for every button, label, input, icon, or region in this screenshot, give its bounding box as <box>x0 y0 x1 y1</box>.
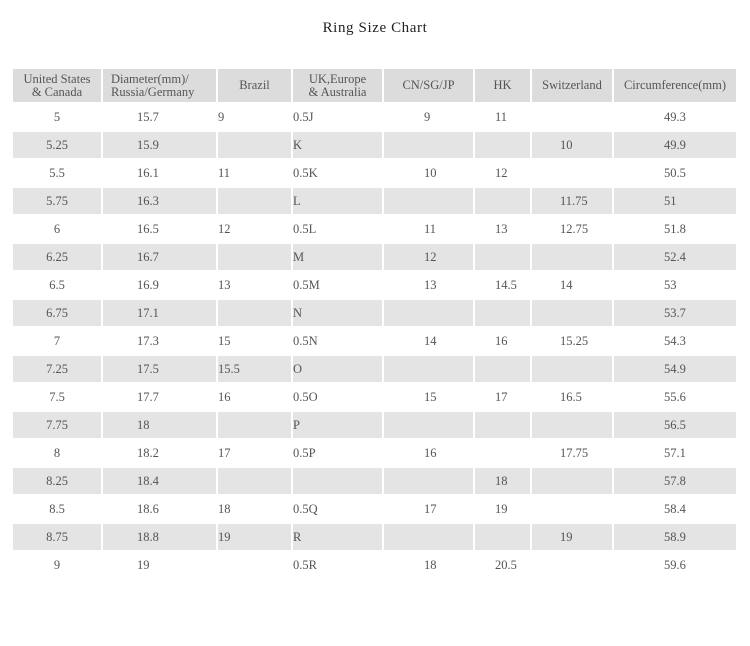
cell-us-canada: 6 <box>13 216 101 242</box>
cell-value: O <box>293 361 303 376</box>
cell-cn-sg-jp <box>384 384 473 410</box>
cell-circumference <box>614 272 736 298</box>
cell-value: 12.75 <box>560 221 589 236</box>
cell-value: 17 <box>495 389 508 404</box>
cell-switzerland <box>532 244 612 270</box>
cell-hk <box>475 188 530 214</box>
cell-brazil <box>218 524 291 550</box>
cell-uk-europe-australia <box>293 328 382 354</box>
cell-hk <box>475 160 530 186</box>
table-body <box>13 104 736 578</box>
cell-uk-europe-australia <box>293 160 382 186</box>
cell-value: 13 <box>424 277 437 292</box>
cell-switzerland <box>532 300 612 326</box>
cell-diameter <box>103 552 216 578</box>
cell-hk <box>475 104 530 130</box>
table-row <box>13 496 736 522</box>
cell-value: 53.7 <box>664 305 686 320</box>
header-diameter-line1: Diameter(mm)/ <box>111 71 189 86</box>
cell-value: 13 <box>218 277 231 292</box>
cell-uk-europe-australia <box>293 524 382 550</box>
cell-us-canada: 7 <box>13 328 101 354</box>
cell-value: 10 <box>560 137 573 152</box>
cell-hk <box>475 384 530 410</box>
cell-value: 19 <box>218 529 231 544</box>
cell-us-canada: 5 <box>13 104 101 130</box>
cell-diameter <box>103 328 216 354</box>
cell-circumference <box>614 384 736 410</box>
cell-brazil <box>218 328 291 354</box>
table-row <box>13 132 736 158</box>
cell-hk <box>475 412 530 438</box>
cell-hk <box>475 272 530 298</box>
cell-value: 56.5 <box>664 417 686 432</box>
cell-hk <box>475 216 530 242</box>
cell-hk <box>475 132 530 158</box>
cell-switzerland <box>532 412 612 438</box>
cell-hk <box>475 356 530 382</box>
cell-value: 16.3 <box>137 193 159 208</box>
cell-value: 50.5 <box>664 165 686 180</box>
table-row <box>13 524 736 550</box>
cell-circumference <box>614 328 736 354</box>
cell-switzerland <box>532 440 612 466</box>
cell-value: 17.7 <box>137 389 159 404</box>
cell-diameter <box>103 496 216 522</box>
cell-uk-europe-australia <box>293 216 382 242</box>
cell-value: 15.5 <box>218 361 240 376</box>
cell-circumference <box>614 216 736 242</box>
cell-brazil <box>218 440 291 466</box>
cell-uk-europe-australia <box>293 384 382 410</box>
cell-cn-sg-jp <box>384 552 473 578</box>
cell-us-canada: 6.5 <box>13 272 101 298</box>
cell-value: 14 <box>560 277 573 292</box>
cell-value: 58.9 <box>664 529 686 544</box>
header-circumference: Circumference(mm) <box>614 69 736 102</box>
cell-value: 17.1 <box>137 305 159 320</box>
cell-value: 53 <box>664 277 677 292</box>
cell-hk <box>475 440 530 466</box>
table-row <box>13 552 736 578</box>
cell-value: 16.5 <box>137 221 159 236</box>
cell-switzerland <box>532 468 612 494</box>
cell-value: 16 <box>495 333 508 348</box>
cell-us-canada: 5.25 <box>13 132 101 158</box>
cell-switzerland <box>532 496 612 522</box>
cell-brazil <box>218 244 291 270</box>
cell-value: R <box>293 529 302 544</box>
cell-us-canada: 7.5 <box>13 384 101 410</box>
cell-cn-sg-jp <box>384 188 473 214</box>
cell-value: 19 <box>560 529 573 544</box>
cell-value: 9 <box>218 109 225 124</box>
cell-cn-sg-jp <box>384 300 473 326</box>
cell-switzerland <box>532 104 612 130</box>
cell-hk <box>475 300 530 326</box>
cell-us-canada: 8 <box>13 440 101 466</box>
cell-value: 52.4 <box>664 249 686 264</box>
cell-value: 51.8 <box>664 221 686 236</box>
cell-hk <box>475 244 530 270</box>
cell-value: 15 <box>424 389 437 404</box>
table-row <box>13 328 736 354</box>
header-uk-europe-australia <box>293 69 382 102</box>
table-row <box>13 440 736 466</box>
header-diameter <box>103 69 216 102</box>
cell-value: 18.6 <box>137 501 159 516</box>
cell-value: 12 <box>495 165 508 180</box>
header-diameter-line2: Russia/Germany <box>111 84 195 99</box>
cell-cn-sg-jp <box>384 216 473 242</box>
cell-value: 17 <box>218 445 231 460</box>
cell-circumference <box>614 160 736 186</box>
cell-uk-europe-australia <box>293 440 382 466</box>
header-row <box>13 69 736 102</box>
cell-value: 19 <box>137 557 150 572</box>
cell-circumference <box>614 468 736 494</box>
cell-diameter <box>103 524 216 550</box>
cell-brazil <box>218 188 291 214</box>
cell-switzerland <box>532 384 612 410</box>
cell-brazil <box>218 104 291 130</box>
table-row <box>13 160 736 186</box>
table-row <box>13 188 736 214</box>
header-brazil: Brazil <box>218 69 291 102</box>
cell-circumference <box>614 412 736 438</box>
header-uk-line1: UK,Europe <box>308 71 367 86</box>
cell-us-canada: 8.25 <box>13 468 101 494</box>
cell-us-canada: 8.5 <box>13 496 101 522</box>
header-us-canada <box>13 69 101 102</box>
cell-value: N <box>293 305 303 320</box>
cell-value: 16.9 <box>137 277 159 292</box>
cell-value: 54.3 <box>664 333 686 348</box>
cell-brazil <box>218 160 291 186</box>
cell-value: 58.4 <box>664 501 686 516</box>
table-row <box>13 104 736 130</box>
cell-diameter <box>103 384 216 410</box>
cell-diameter <box>103 188 216 214</box>
cell-diameter <box>103 468 216 494</box>
cell-diameter <box>103 244 216 270</box>
cell-hk <box>475 328 530 354</box>
cell-value: 16 <box>218 389 231 404</box>
cell-value: 16.5 <box>560 389 582 404</box>
cell-value: M <box>293 249 305 264</box>
cell-value: 13 <box>495 221 508 236</box>
cell-uk-europe-australia <box>293 496 382 522</box>
cell-circumference <box>614 244 736 270</box>
cell-us-canada: 6.75 <box>13 300 101 326</box>
header-uk-line2: & Australia <box>308 84 367 99</box>
cell-value: 16.7 <box>137 249 159 264</box>
cell-value: 54.9 <box>664 361 686 376</box>
cell-us-canada: 6.25 <box>13 244 101 270</box>
cell-diameter <box>103 440 216 466</box>
cell-value: 18.4 <box>137 473 159 488</box>
cell-value: 11 <box>495 109 508 124</box>
cell-uk-europe-australia <box>293 132 382 158</box>
cell-cn-sg-jp <box>384 132 473 158</box>
cell-switzerland <box>532 524 612 550</box>
cell-switzerland <box>532 552 612 578</box>
cell-value: 0.5P <box>293 445 316 460</box>
cell-brazil <box>218 468 291 494</box>
cell-value: 0.5O <box>293 389 318 404</box>
cell-brazil <box>218 272 291 298</box>
cell-value: 18 <box>495 473 508 488</box>
cell-value: L <box>293 193 301 208</box>
cell-circumference <box>614 440 736 466</box>
cell-circumference <box>614 524 736 550</box>
cell-circumference <box>614 356 736 382</box>
cell-hk <box>475 524 530 550</box>
cell-value: 11 <box>424 221 437 236</box>
header-us-line2: & Canada <box>31 84 83 99</box>
cell-brazil <box>218 552 291 578</box>
cell-us-canada: 7.75 <box>13 412 101 438</box>
cell-diameter <box>103 412 216 438</box>
cell-hk <box>475 552 530 578</box>
cell-brazil <box>218 216 291 242</box>
cell-value: 10 <box>424 165 437 180</box>
cell-value: 55.6 <box>664 389 686 404</box>
cell-value: 15.25 <box>560 333 589 348</box>
cell-uk-europe-australia <box>293 300 382 326</box>
cell-brazil <box>218 132 291 158</box>
cell-us-canada: 7.25 <box>13 356 101 382</box>
header-hk: HK <box>475 69 530 102</box>
cell-value: 0.5R <box>293 557 317 572</box>
cell-circumference <box>614 104 736 130</box>
cell-value: 17.3 <box>137 333 159 348</box>
cell-uk-europe-australia <box>293 356 382 382</box>
cell-circumference <box>614 552 736 578</box>
cell-value: 15.9 <box>137 137 159 152</box>
cell-uk-europe-australia <box>293 272 382 298</box>
cell-diameter <box>103 104 216 130</box>
cell-diameter <box>103 132 216 158</box>
table-row <box>13 272 736 298</box>
cell-cn-sg-jp <box>384 496 473 522</box>
table-row <box>13 468 736 494</box>
cell-switzerland <box>532 188 612 214</box>
cell-value: 0.5M <box>293 277 320 292</box>
cell-value: 18.2 <box>137 445 159 460</box>
cell-value: 0.5N <box>293 333 318 348</box>
cell-cn-sg-jp <box>384 244 473 270</box>
cell-value: 0.5Q <box>293 501 318 516</box>
cell-diameter <box>103 356 216 382</box>
table-row <box>13 412 736 438</box>
cell-cn-sg-jp <box>384 468 473 494</box>
cell-value: 17.5 <box>137 361 159 376</box>
cell-diameter <box>103 300 216 326</box>
cell-cn-sg-jp <box>384 440 473 466</box>
cell-value: 9 <box>424 109 431 124</box>
cell-diameter <box>103 272 216 298</box>
cell-value: 15.7 <box>137 109 159 124</box>
cell-value: 12 <box>218 221 231 236</box>
cell-value: P <box>293 417 300 432</box>
cell-switzerland <box>532 216 612 242</box>
cell-value: 17.75 <box>560 445 589 460</box>
cell-value: 51 <box>664 193 677 208</box>
table-row <box>13 384 736 410</box>
cell-us-canada: 5.75 <box>13 188 101 214</box>
cell-uk-europe-australia <box>293 552 382 578</box>
cell-value: 11.75 <box>560 193 588 208</box>
cell-hk <box>475 468 530 494</box>
cell-circumference <box>614 188 736 214</box>
table-row <box>13 244 736 270</box>
cell-cn-sg-jp <box>384 524 473 550</box>
ring-size-table <box>11 67 738 580</box>
header-switzerland: Switzerland <box>532 69 612 102</box>
cell-switzerland <box>532 356 612 382</box>
cell-diameter <box>103 160 216 186</box>
cell-hk <box>475 496 530 522</box>
cell-value: 49.3 <box>664 109 686 124</box>
cell-value: 0.5J <box>293 109 314 124</box>
cell-us-canada: 8.75 <box>13 524 101 550</box>
header-cn-sg-jp: CN/SG/JP <box>384 69 473 102</box>
cell-cn-sg-jp <box>384 160 473 186</box>
cell-uk-europe-australia <box>293 188 382 214</box>
table-row <box>13 300 736 326</box>
cell-uk-europe-australia <box>293 104 382 130</box>
cell-value: 59.6 <box>664 557 686 572</box>
cell-uk-europe-australia <box>293 412 382 438</box>
cell-circumference <box>614 300 736 326</box>
cell-circumference <box>614 132 736 158</box>
cell-cn-sg-jp <box>384 412 473 438</box>
cell-diameter <box>103 216 216 242</box>
cell-value: 0.5L <box>293 221 317 236</box>
cell-brazil <box>218 384 291 410</box>
cell-brazil <box>218 496 291 522</box>
cell-value: 19 <box>495 501 508 516</box>
cell-value: 17 <box>424 501 437 516</box>
cell-uk-europe-australia <box>293 468 382 494</box>
cell-switzerland <box>532 160 612 186</box>
cell-circumference <box>614 496 736 522</box>
cell-brazil <box>218 356 291 382</box>
cell-value: 57.1 <box>664 445 686 460</box>
header-us-line1: United States <box>23 71 91 86</box>
cell-value: 18 <box>218 501 231 516</box>
page-title: Ring Size Chart <box>322 20 428 36</box>
cell-value: 15 <box>218 333 231 348</box>
cell-brazil <box>218 412 291 438</box>
cell-value: 11 <box>218 165 231 180</box>
cell-value: 18 <box>424 557 437 572</box>
cell-value: 16 <box>424 445 437 460</box>
cell-value: 14.5 <box>495 277 517 292</box>
cell-switzerland <box>532 328 612 354</box>
cell-us-canada: 5.5 <box>13 160 101 186</box>
cell-value: 20.5 <box>495 557 517 572</box>
cell-us-canada: 9 <box>13 552 101 578</box>
cell-value: 0.5K <box>293 165 318 180</box>
cell-switzerland <box>532 272 612 298</box>
cell-value: 18.8 <box>137 529 159 544</box>
cell-switzerland <box>532 132 612 158</box>
cell-value: K <box>293 137 303 152</box>
cell-uk-europe-australia <box>293 244 382 270</box>
cell-cn-sg-jp <box>384 356 473 382</box>
cell-cn-sg-jp <box>384 104 473 130</box>
cell-value: 16.1 <box>137 165 159 180</box>
cell-cn-sg-jp <box>384 328 473 354</box>
cell-value: 18 <box>137 417 150 432</box>
cell-brazil <box>218 300 291 326</box>
cell-value: 12 <box>424 249 437 264</box>
table-row <box>13 356 736 382</box>
cell-value: 49.9 <box>664 137 686 152</box>
cell-value: 57.8 <box>664 473 686 488</box>
cell-value: 14 <box>424 333 437 348</box>
table-row <box>13 216 736 242</box>
cell-cn-sg-jp <box>384 272 473 298</box>
